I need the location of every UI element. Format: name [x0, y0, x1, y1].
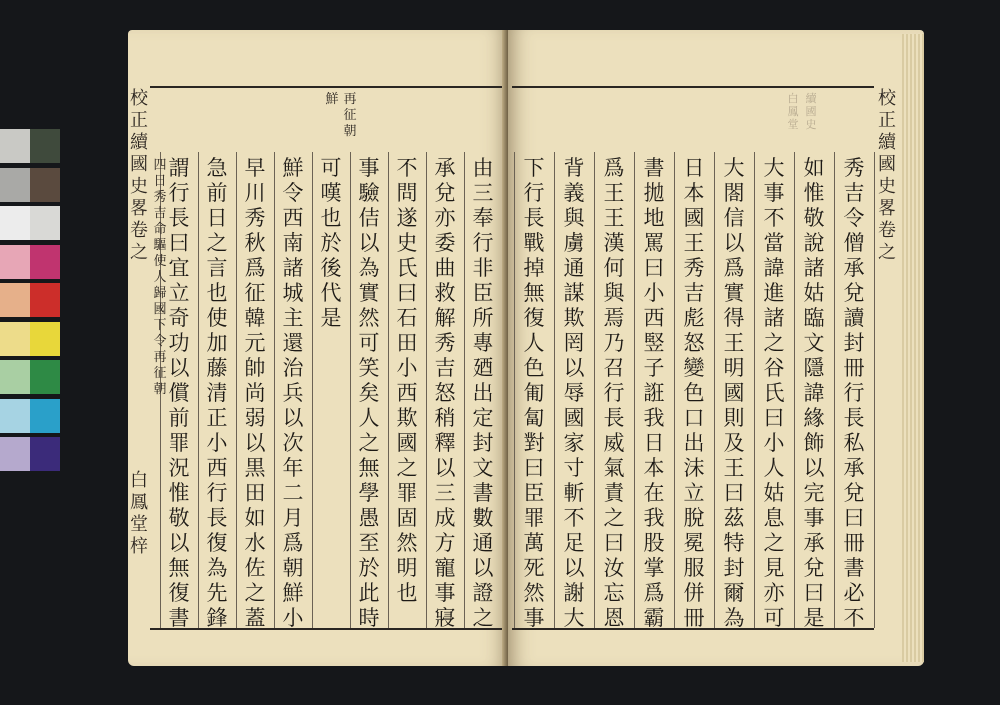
- column-rule: [274, 152, 275, 628]
- color-chip: [30, 437, 60, 471]
- text-column: 不 問 遂 史 氏 曰 石 田 小 西 欺 國 之 罪 固 然 明 也: [396, 156, 418, 605]
- text-column: 由 三 奉 行 非 臣 所 專 廼 出 定 封 文 書 數 通 以 證 之: [472, 156, 494, 630]
- column-rule: [464, 152, 465, 628]
- text-column: 爲 王 王 漢 何 與 焉 乃 召 行 長 威 氣 責 之 曰 汝 忘 恩: [603, 156, 625, 630]
- column-rule: [236, 152, 237, 628]
- left-margin-title: 校 正 續 國 史 畧 卷 之: [130, 88, 148, 263]
- color-chip: [30, 360, 60, 394]
- text-column: 急 前 日 之 言 也 使 加 藤 清 正 小 西 行 長 復 為 先 鋒: [206, 156, 228, 630]
- right-page-text-frame: [512, 86, 874, 630]
- bleed-through-mark: 續 國 史: [805, 92, 817, 131]
- column-rule: [594, 152, 595, 628]
- interlinear-note: 四 日 秀 吉 命 驅 使 人 歸 國 下 令 再 征 朝: [153, 158, 167, 397]
- column-rule: [834, 152, 835, 628]
- text-column: 如 惟 敬 說 諸 姑 臨 文 隱 諱 緣 飾 以 完 事 承 兌 曰 是: [803, 156, 825, 630]
- chapter-heading-note-2: 鮮: [325, 92, 339, 107]
- left-page: [128, 30, 508, 666]
- color-chip: [30, 168, 60, 202]
- color-chip: [30, 129, 60, 163]
- color-chip: [0, 437, 30, 471]
- column-rule: [554, 152, 555, 628]
- text-column: 謂 行 長 曰 宜 立 奇 功 以 償 前 罪 況 惟 敬 以 無 復 書: [168, 156, 190, 630]
- column-rule: [674, 152, 675, 628]
- color-chip: [0, 206, 30, 240]
- column-rule: [754, 152, 755, 628]
- right-page: [508, 30, 924, 666]
- left-page-text-frame: [150, 86, 502, 630]
- color-chip: [30, 322, 60, 356]
- bleed-through-mark-2: 白 鳳 堂: [787, 92, 799, 131]
- text-column: 可 嘆 也 於 後 代 是: [320, 156, 342, 330]
- color-chip: [0, 399, 30, 433]
- text-column: 大 閤 信 以 爲 實 得 王 明 國 則 及 王 曰 茲 特 封 爾 為: [723, 156, 745, 630]
- chapter-heading-note: 再 征 朝: [343, 92, 357, 139]
- right-margin-title: 校 正 續 國 史 畧 卷 之: [878, 88, 896, 263]
- column-rule: [794, 152, 795, 628]
- text-column: 書 拋 地 罵 曰 小 西 竪 子 誑 我 日 本 在 我 股 掌 爲 霸: [643, 156, 665, 630]
- column-rule: [874, 152, 875, 628]
- color-chip: [30, 399, 60, 433]
- text-column: 日 本 國 王 秀 吉 彪 怒 變 色 口 出 沫 立 脫 冕 服 併 冊: [683, 156, 705, 630]
- color-chip: [0, 168, 30, 202]
- column-rule: [312, 152, 313, 628]
- column-rule: [514, 152, 515, 628]
- left-margin-publisher: 白 鳳 堂 梓: [130, 470, 148, 557]
- page-stack-edge: [902, 34, 924, 662]
- text-column: 大 事 不 當 諱 進 諸 之 谷 氏 曰 小 人 姑 息 之 見 亦 可: [763, 156, 785, 630]
- text-column: 下 行 長 戰 掉 無 復 人 色 匍 匐 對 曰 臣 罪 萬 死 然 事: [523, 156, 545, 630]
- column-rule: [426, 152, 427, 628]
- color-chip: [0, 283, 30, 317]
- color-chip: [0, 129, 30, 163]
- color-chip: [30, 245, 60, 279]
- color-chip: [30, 283, 60, 317]
- column-rule: [634, 152, 635, 628]
- column-rule: [350, 152, 351, 628]
- text-column: 早 川 秀 秋 爲 征 韓 元 帥 尚 弱 以 黒 田 如 水 佐 之 蓋: [244, 156, 266, 630]
- text-column: 事 驗 佶 以 為 實 然 可 笑 矣 人 之 無 學 愚 至 於 此 時: [358, 156, 380, 630]
- text-column: 承 兌 亦 委 曲 救 解 秀 吉 怒 稍 釋 以 三 成 方 寵 事 寢: [434, 156, 456, 630]
- text-column: 背 義 與 虜 通 謀 欺 罔 以 辱 國 家 寸 斬 不 足 以 謝 大: [563, 156, 585, 630]
- color-chip: [0, 245, 30, 279]
- text-column: 鮮 令 西 南 諸 城 主 還 治 兵 以 次 年 二 月 爲 朝 鮮 小: [282, 156, 304, 630]
- text-column: 秀 吉 令 僧 承 兌 讀 封 冊 行 長 私 承 兌 曰 冊 書 必 不: [843, 156, 865, 630]
- column-rule: [198, 152, 199, 628]
- open-book: [128, 30, 924, 666]
- color-chip: [0, 360, 30, 394]
- color-chip: [30, 206, 60, 240]
- color-calibration-strip: [0, 129, 60, 475]
- color-chip: [0, 322, 30, 356]
- column-rule: [714, 152, 715, 628]
- column-rule: [388, 152, 389, 628]
